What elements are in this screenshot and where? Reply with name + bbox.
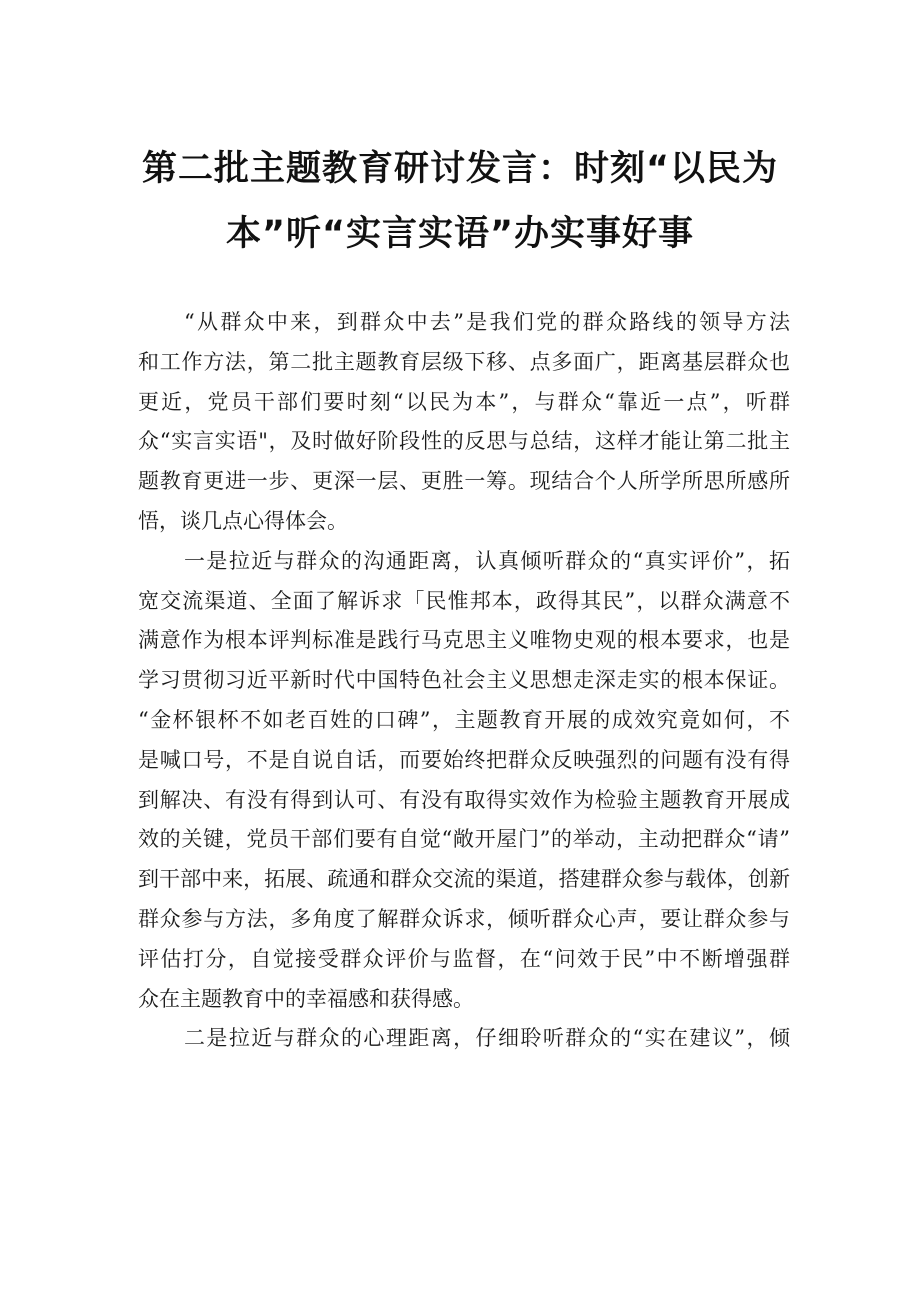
body-line: 众在主题教育中的幸福感和获得感。	[138, 986, 474, 1011]
body-line: 宽交流渠道、全面了解诉求「民惟邦本，政得其民”，以群众满意不	[138, 588, 790, 613]
body-line: 是喊口号，不是自说自话，而要始终把群众反映强烈的问题有没有得	[138, 747, 790, 772]
body-line: 评估打分，自觉接受群众评价与监督，在“问效于民”中不断增强群	[138, 946, 790, 971]
body-line: 悟，谈几点心得体会。	[138, 508, 348, 533]
body-line: 众“实言实语"，及时做好阶段性的反思与总结，这样才能让第二批主	[138, 429, 790, 454]
document-title-line-2: 本”听“实言实语”办实事好事	[225, 214, 694, 254]
body-line: 满意作为根本评判标准是践行马克思主义唯物史观的根本要求，也是	[138, 628, 790, 653]
body-line: 效的关键，党员干部们要有自觉“敞开屋门”的举动，主动把群众“请”	[138, 827, 790, 852]
body-line: 更近，党员干部们要时刻“以民为本”，与群众“靠近一点”，听群	[138, 389, 790, 414]
document-body	[138, 303, 790, 1059]
body-line: 到干部中来，拓展、疏通和群众交流的渠道，搭建群众参与载体，创新	[138, 867, 790, 892]
body-line: “从群众中来，到群众中去”是我们党的群众路线的领导方法	[184, 310, 790, 334]
body-line: 到解决、有没有得到认可、有没有取得实效作为检验主题教育开展成	[138, 787, 790, 812]
body-line: 一是拉近与群众的沟通距离，认真倾听群众的“真实评价”，拓	[184, 548, 790, 573]
body-line: 题教育更进一步、更深一层、更胜一筹。现结合个人所学所思所感所	[138, 469, 790, 494]
body-line: 和工作方法，第二批主题教育层级下移、点多面广，距离基层群众也	[138, 349, 790, 374]
body-line: 学习贯彻习近平新时代中国特色社会主义思想走深走实的根本保证。	[138, 668, 790, 693]
body-line: “金杯银杯不如老百姓的口碑”，主题教育开展的成效究竟如何，不	[138, 707, 790, 732]
body-line: 二是拉近与群众的心理距离，仔细聆听群众的“实在建议”，倾	[184, 1026, 790, 1051]
body-line: 群众参与方法，多角度了解群众诉求，倾听群众心声，要让群众参与	[138, 906, 790, 931]
document-title-line-1: 第二批主题教育研讨发言：时刻“以民为	[141, 149, 778, 189]
